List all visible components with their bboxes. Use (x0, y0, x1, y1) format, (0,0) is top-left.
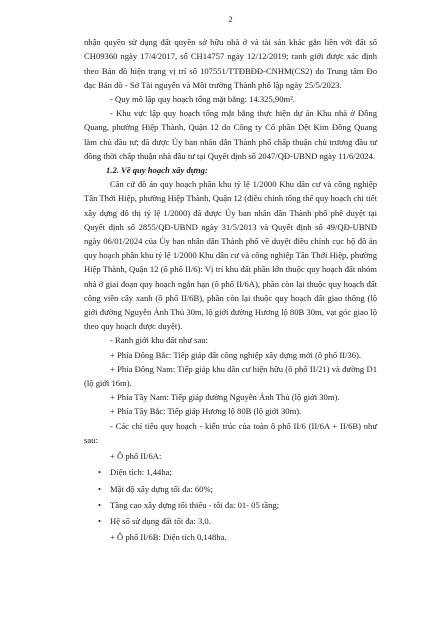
bullet-icon: • (98, 483, 102, 494)
paragraph-boundaries-intro: - Ranh giới khu đất như sau: (110, 335, 208, 346)
block-6a-heading: + Ô phố II/6A: (110, 451, 162, 462)
bullet-icon: • (98, 499, 102, 510)
bullet-text-floors: Tầng cao xây dựng tối thiểu - tối đa: 01- 05 tầng; (110, 499, 280, 510)
list-item (84, 465, 377, 479)
paragraph-planning-basis: Căn cứ đồ án quy hoạch phân khu tỷ lệ 1/2000 Khu dân cư và công nghiệp Tân Thới Hiệp, phường Hiệp Thành, Quận 12 (điều chỉnh tổng thể quy hoạch chi tiết xây dựng đô thị tỷ lệ 1/2000) đã được Ủy ban nhân dân Thành phố phê duyệt tại Quyết định số 2855/QĐ-UBND ngày 31/5/2013 và Quyết định số 49/QĐ-UBND ngày 06/01/2024 của Ủy ban nhân dân Thành phố về duyệt điều chỉnh cục bộ đồ án quy hoạch phân khu tỷ lệ 1/2000 Khu dân cư và công nghiệp Tân Thới Hiệp, phường Hiệp Thành, Quận 12 (ô phố II/6): Vị trí khu đất phần lớn thuộc quy hoạch đất nhóm nhà ở giai đoạn quy hoạch ngắn hạn (ô phố II/6A), phần còn lại thuộc quy hoạch đất công viên cây xanh (ô phố II/6B), phần còn lại thuộc quy hoạch đất giao thông (lộ giới đường Nguyễn Ảnh Thủ 30m, lộ giới đường Hương lộ 80B 30m, vạt góc giao lộ theo quy hoạch được duyệt). (84, 179, 377, 332)
boundary-southeast: + Phía Đông Nam: Tiếp giáp khu dân cư hiện hữu (ô phố II/21) và đường D1 (lộ giới 16m). (84, 363, 377, 389)
boundary-southwest: + Phía Tây Nam: Tiếp giáp đường Nguyễn Ảnh Thủ (lộ giới 30m). (110, 392, 340, 403)
page-number: 2 (228, 14, 233, 24)
paragraph-area: - Quy mô lập quy hoạch tổng mặt bằng: 14.325,90m². (110, 94, 295, 105)
bullet-text-density: Mật độ xây dựng tối đa: 60%; (110, 483, 213, 494)
block-6b-line: + Ô phố II/6B: Diện tích 0,148ha. (110, 532, 227, 543)
boundary-northwest: + Phía Tây Bắc: Tiếp giáp Hương lộ 80B (lộ giới 30m). (110, 406, 302, 417)
bullet-text-far: Hệ số sử dụng đất tối đa: 3,0. (110, 515, 211, 526)
paragraph-land-rights: nhận quyền sử dụng đất quyền sở hữu nhà ở và tài sản khác gắn liền với đất số CH09360 ngày 17/4/2017, số CH14757 ngày 12/12/2019; ranh giới được xác định theo Bản đồ hiện trạng vị trí số 107551/TTĐBĐĐ-CNHM(CS2) do Trung tâm Đo đạc Bản đồ - Sở Tài nguyên và Môi trường Thành phố lập ngày 25/5/2023. (84, 37, 377, 90)
section-heading: 1.2. Về quy hoạch xây dựng: (106, 165, 208, 176)
bullet-text-area: Diện tích: 1,44ha; (110, 467, 172, 478)
boundary-northeast: + Phía Đông Bắc: Tiếp giáp đất công nghiệp xây dựng mới (ô phố II/36). (110, 349, 362, 360)
list-item (84, 498, 377, 512)
bullet-icon: • (98, 467, 102, 478)
list-item (84, 514, 377, 528)
paragraph-indicators-intro: - Các chỉ tiêu quy hoạch - kiến trúc của toàn ô phố II/6 (II/6A + II/6B) như sau: (84, 420, 377, 445)
list-item (84, 482, 377, 496)
paragraph-area-scope: - Khu vực lập quy hoạch tổng mặt bằng thực hiện dự án Khu nhà ở Đông Quang, phường Hiệp Thành, Quận 12 do Công ty Cổ phần Dệt Kim Đông Quang làm chủ đầu tư; đã được Ủy ban nhân dân Thành phố chấp thuận chủ trương đầu tư đồng thời chấp thuận nhà đầu tư tại Quyết định số 2047/QĐ-UBND ngày 11/6/2024. (84, 108, 377, 161)
bullet-icon: • (98, 515, 102, 526)
